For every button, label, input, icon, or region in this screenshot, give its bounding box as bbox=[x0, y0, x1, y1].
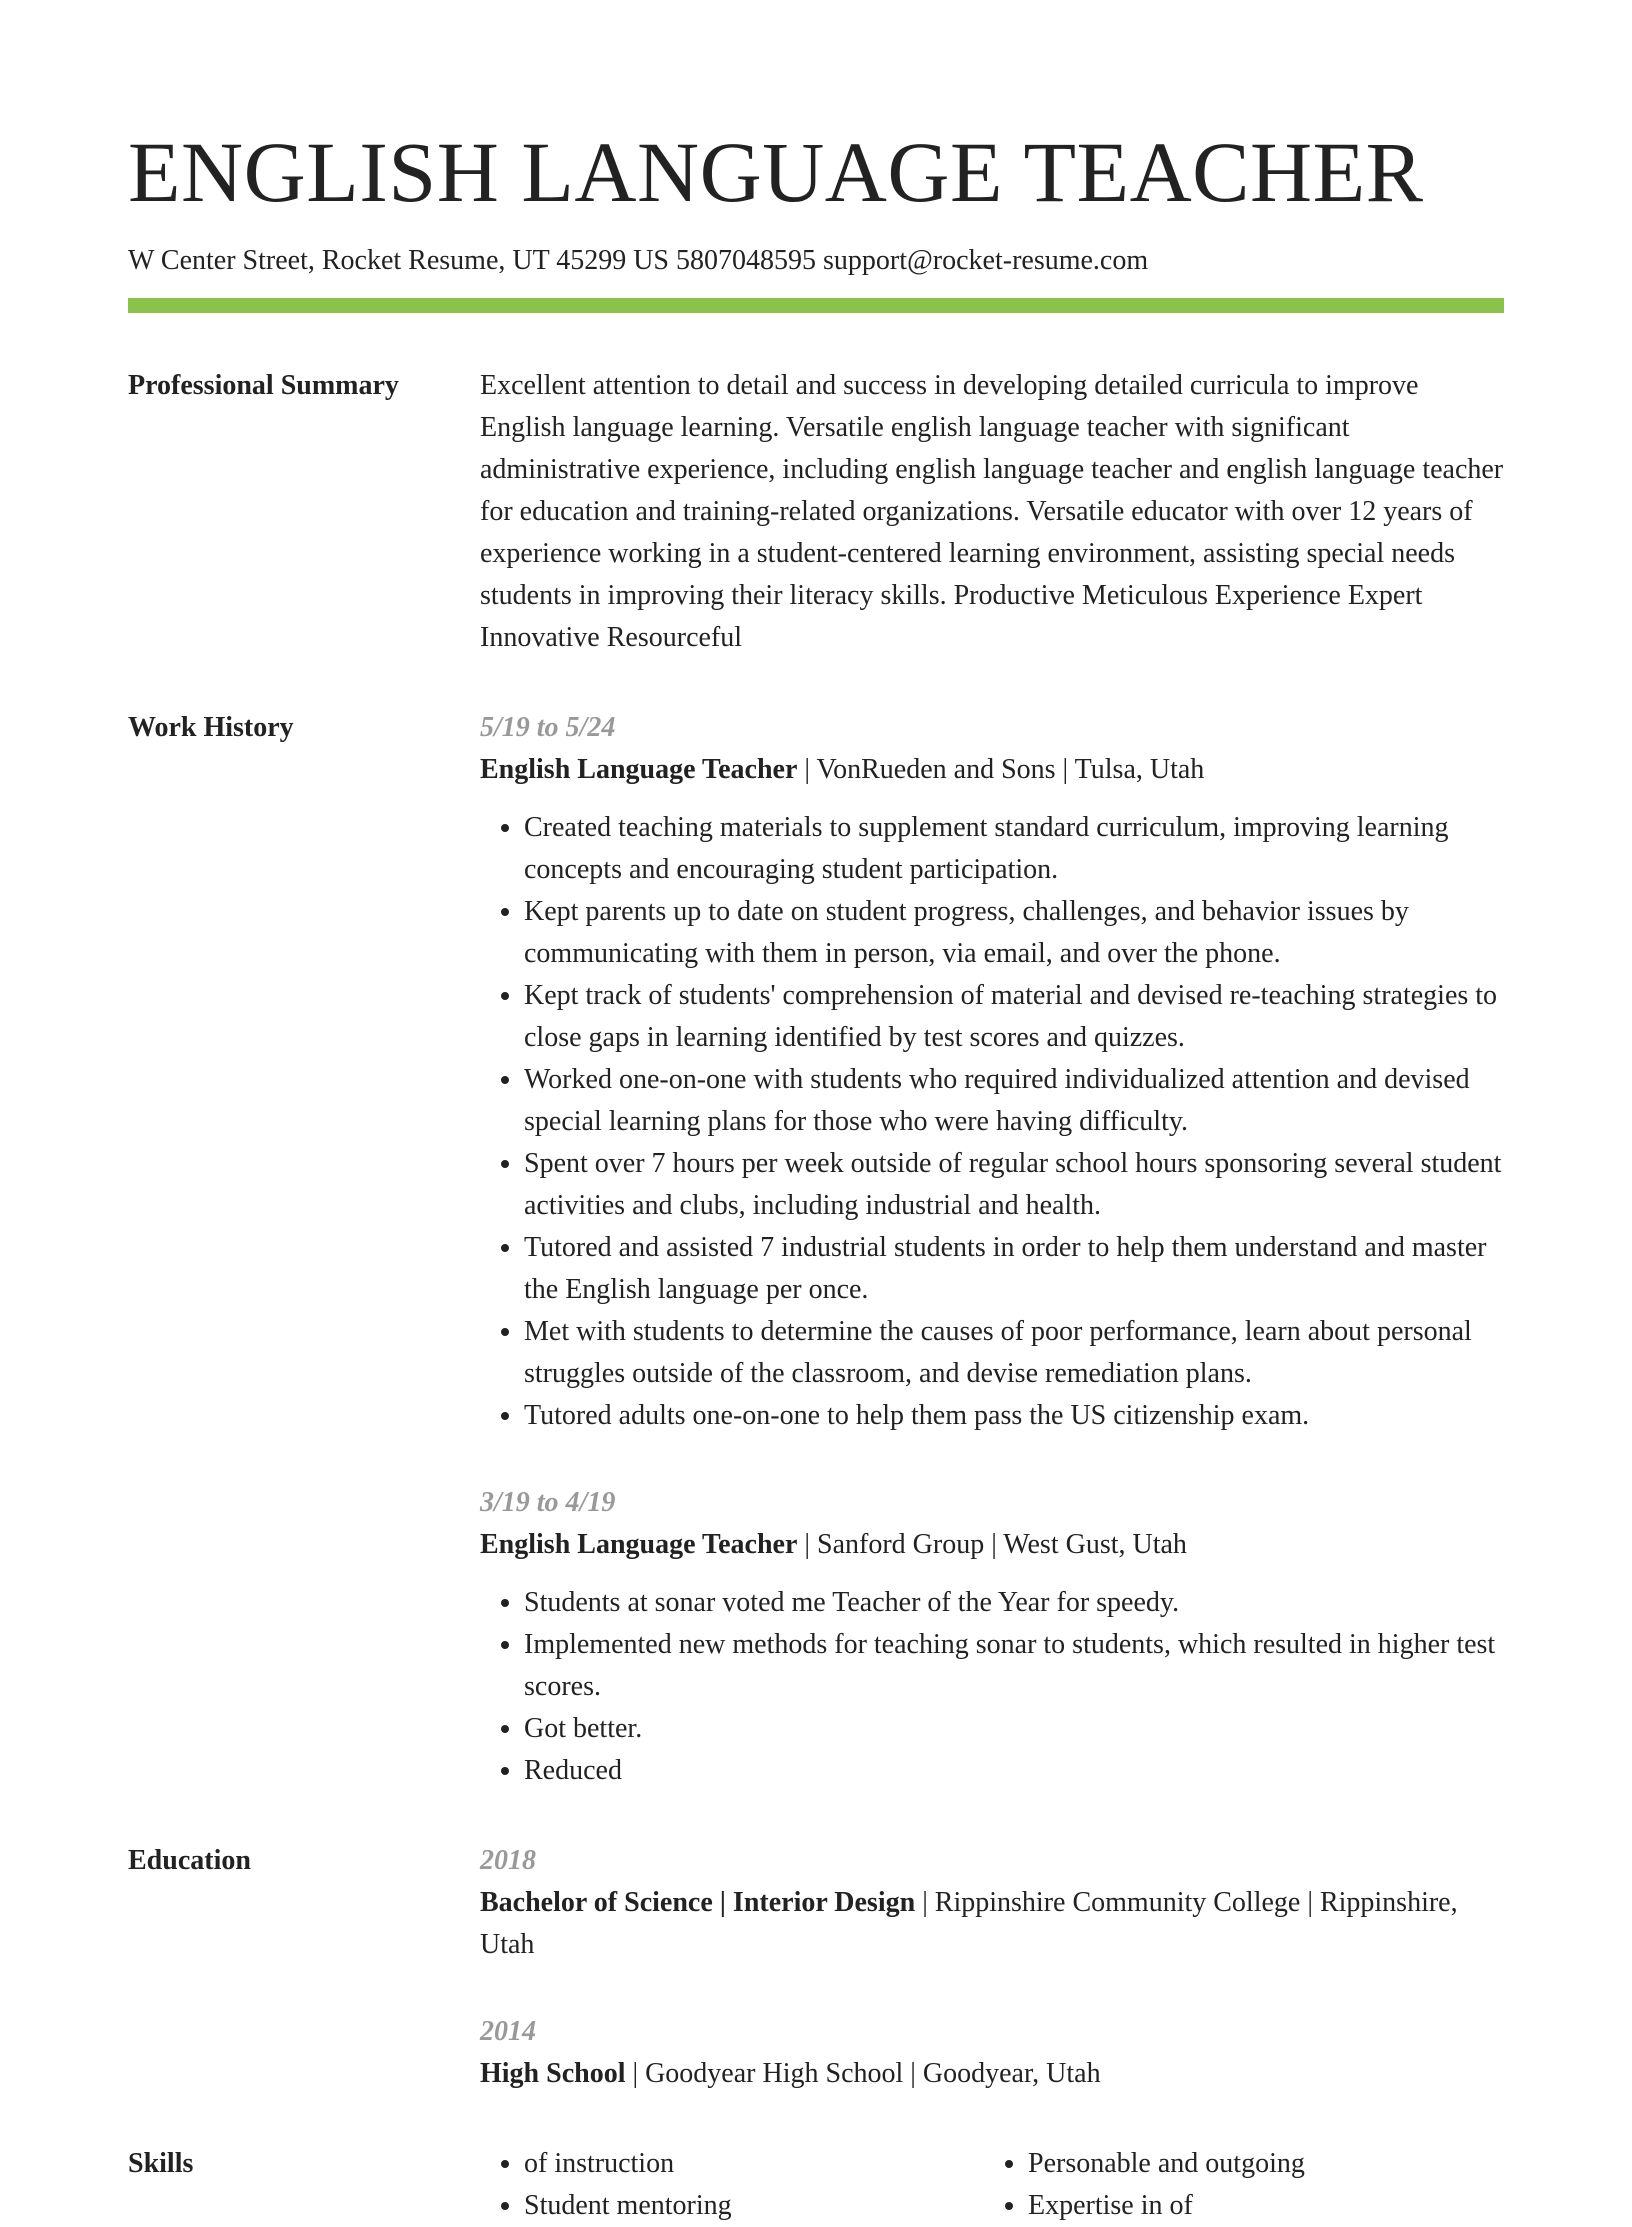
job-dates: 5/19 to 5/24 bbox=[480, 712, 616, 743]
work-history-section-title: Work History bbox=[128, 712, 294, 743]
job-bullet: • Students at sonar voted me Teacher of the Year for speedy. bbox=[524, 1582, 1504, 1624]
work-history-section bbox=[128, 707, 1504, 1792]
job-bullet: • Met with students to determine the causes of poor performance, learn about personal struggles outside of the classroom, and devise remediation plans. bbox=[524, 1311, 1504, 1395]
skill-item: • of instruction bbox=[524, 2143, 984, 2185]
education-year: 2018 bbox=[480, 1845, 536, 1876]
job-details: | Sanford Group | West Gust, Utah bbox=[797, 1529, 1187, 1560]
job-dates: 3/19 to 4/19 bbox=[480, 1487, 616, 1518]
resume-name-heading: ENGLISH LANGUAGE TEACHER bbox=[128, 124, 1424, 220]
job-bullet: • Got better. bbox=[524, 1708, 1504, 1750]
summary-section bbox=[128, 365, 1504, 659]
job-bullet: • Kept track of students' comprehension of material and devised re-teaching strategies to close gaps in learning identified by test scores and quizzes. bbox=[524, 975, 1504, 1059]
skills-section-title: Skills bbox=[128, 2148, 194, 2179]
contact-line: W Center Street, Rocket Resume, UT 45299 US 5807048595 support@rocket-resume.com bbox=[128, 245, 1149, 276]
skill-item: • Personable and outgoing bbox=[1028, 2143, 1488, 2185]
job-role: English Language Teacher bbox=[480, 754, 798, 785]
job-bullet: • Implemented new methods for teaching sonar to students, which resulted in higher test scores. bbox=[524, 1624, 1504, 1708]
skills-list-right bbox=[984, 2143, 1488, 2227]
education-section bbox=[128, 1840, 1504, 2095]
job-bullet: • Tutored and assisted 7 industrial students in order to help them understand and master the English language per once. bbox=[524, 1227, 1504, 1311]
education-section-title: Education bbox=[128, 1845, 251, 1876]
resume-page bbox=[128, 0, 1504, 2227]
education-entry bbox=[480, 1840, 1504, 1966]
education-degree: Bachelor of Science | Interior Design bbox=[480, 1887, 916, 1918]
skills-section bbox=[128, 2143, 1504, 2227]
skill-item: • Student mentoring bbox=[524, 2185, 984, 2227]
education-year: 2014 bbox=[480, 2016, 536, 2047]
work-history-section-body bbox=[480, 707, 1504, 1792]
education-entry bbox=[480, 2011, 1504, 2095]
job-bullet: • Created teaching materials to supplement standard curriculum, improving learning concepts and encouraging student participation. bbox=[524, 807, 1504, 891]
skill-item: • Expertise in of bbox=[1028, 2185, 1488, 2227]
job-bullet: • Spent over 7 hours per week outside of regular school hours sponsoring several student activities and clubs, including industrial and health. bbox=[524, 1143, 1504, 1227]
education-details: | Goodyear High School | Goodyear, Utah bbox=[625, 2058, 1101, 2089]
job-bullet: • Kept parents up to date on student progress, challenges, and behavior issues by communicating with them in person, via email, and over the phone. bbox=[524, 891, 1504, 975]
summary-section-body bbox=[480, 365, 1504, 659]
job-bullet-list bbox=[480, 1582, 1504, 1792]
job-details: | VonRueden and Sons | Tulsa, Utah bbox=[797, 754, 1205, 785]
job-bullet-list bbox=[480, 807, 1504, 1437]
job-bullet: • Tutored adults one-on-one to help them pass the US citizenship exam. bbox=[524, 1395, 1504, 1437]
education-details: | Rippinshire Community College | Rippinshire, Utah bbox=[480, 1887, 1458, 1960]
job-role: English Language Teacher bbox=[480, 1529, 798, 1560]
education-heading bbox=[480, 1882, 1504, 1966]
skills-section-body bbox=[480, 2143, 1504, 2227]
header-accent-rule bbox=[128, 298, 1504, 313]
skills-list-left bbox=[480, 2143, 984, 2227]
job-bullet: • Reduced bbox=[524, 1750, 1504, 1792]
skills-columns bbox=[480, 2143, 1504, 2227]
job-entry bbox=[480, 707, 1504, 1437]
job-heading bbox=[480, 749, 1504, 791]
education-heading bbox=[480, 2053, 1504, 2095]
summary-text: Excellent attention to detail and success in developing detailed curricula to improve English language learning. Versatile english language teacher with significant administrative experience, including english language teacher and english language teacher for education and training-related organizations. Versatile educator with over 12 years of experience working in a student-centered learning environment, assisting special needs students in improving their literacy skills. Productive Meticulous Experience Expert Innovative Resourceful bbox=[480, 370, 1504, 653]
job-entry bbox=[480, 1482, 1504, 1792]
job-bullet: • Worked one-on-one with students who required individualized attention and devised special learning plans for those who were having difficulty. bbox=[524, 1059, 1504, 1143]
summary-section-title: Professional Summary bbox=[128, 370, 399, 401]
education-degree: High School bbox=[480, 2058, 626, 2089]
education-section-body bbox=[480, 1840, 1504, 2095]
job-heading bbox=[480, 1524, 1504, 1566]
